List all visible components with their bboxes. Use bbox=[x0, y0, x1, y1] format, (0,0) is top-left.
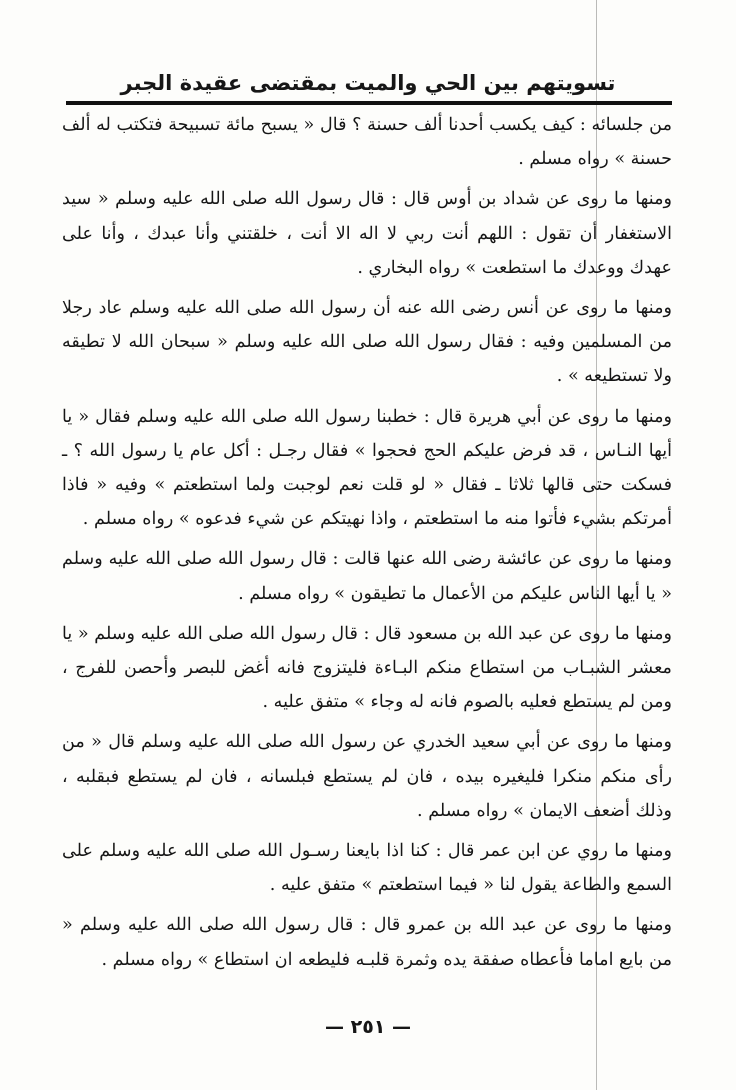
paragraph: ومنها ما روى عن عائشة رضى الله عنها قالت : قال رسول الله صلى الله عليه وسلم « يا أيها الناس عليكم من الأعمال ما تطيقون » رواه مسلم . bbox=[62, 549, 672, 604]
running-header-title: تسويتهم بين الحي والميت بمقتضى عقيدة الجبر bbox=[120, 71, 616, 95]
paragraph: ومنها ما روى عن عبد الله بن عمرو قال : قال رسول الله صلى الله عليه وسلم « من بايع اماما فأعطاه صفقة يده وثمرة قلبـه فليطعه ان استطاع » رواه مسلم . bbox=[62, 915, 672, 970]
paragraph: ومنها ما روى عن عبد الله بن مسعود قال : قال رسول الله صلى الله عليه وسلم « يا معشر الشبـاب من استطاع منكم البـاءة فليتزوج فانه أغض للبصر وأحصن للفرج ، ومن لم يستطع فعليه بالصوم فانه له وجاء » متفق عليه . bbox=[62, 623, 672, 713]
paragraph: من جلسائه : كيف يكسب أحدنا ألف حسنة ؟ قال « يسبح مائة تسبيحة فتكتب له ألف حسنة » رواه مسلم . bbox=[62, 115, 672, 170]
paragraph: ومنها ما روى عن شداد بن أوس قال : قال رسول الله صلى الله عليه وسلم « سيد الاستغفار أن تقول : اللهم أنت ربي لا اله الا أنت ، خلقتني وأنا عبدك ، وأنا على عهدك ووعدك ما استطعت » رواه البخاري . bbox=[62, 189, 672, 278]
paragraph: ومنها ما روي عن ابن عمر قال : كنا اذا بايعنا رسـول الله صلى الله عليه وسلم على السمع والطاعة يقول لنا « فيما استطعتم » متفق عليه . bbox=[62, 841, 672, 896]
paragraph: ومنها ما روى عن أبي سعيد الخدري عن رسول الله صلى الله عليه وسلم قال « من رأى منكم منكرا فليغيره بيده ، فان لم يستطع فبلسانه ، فان لم يستطع فبقلبه ، وذلك أضعف الايمان » رواه مسلم . bbox=[62, 732, 672, 821]
header-rule bbox=[66, 101, 672, 105]
page-number: — ٢٥١ — bbox=[324, 1016, 412, 1038]
body-text bbox=[62, 108, 672, 983]
paragraph: ومنها ما روى عن أنس رضى الله عنه أن رسول الله صلى الله عليه وسلم عاد رجلا من المسلمين وفيه : فقال رسول الله صلى الله عليه وسلم « سبحان الله لا تطيقه ولا تستطيعه » . bbox=[62, 298, 672, 387]
paragraph: ومنها ما روى عن أبي هريرة قال : خطبنا رسول الله صلى الله عليه وسلم فقال « يا أيها النـاس ، قد فرض عليكم الحج فحجوا » فقال رجـل : أكل عام يا رسول الله ؟ ـ فسكت حتى قالها ثلاثا ـ فقال « لو قلت نعم لوجبت ولما استطعتم » وفيه « فاذا أمرتكم بشيء فأتوا منه ما استطعتم ، واذا نهيتكم عن شيء فدعوه » رواه مسلم . bbox=[62, 406, 672, 530]
